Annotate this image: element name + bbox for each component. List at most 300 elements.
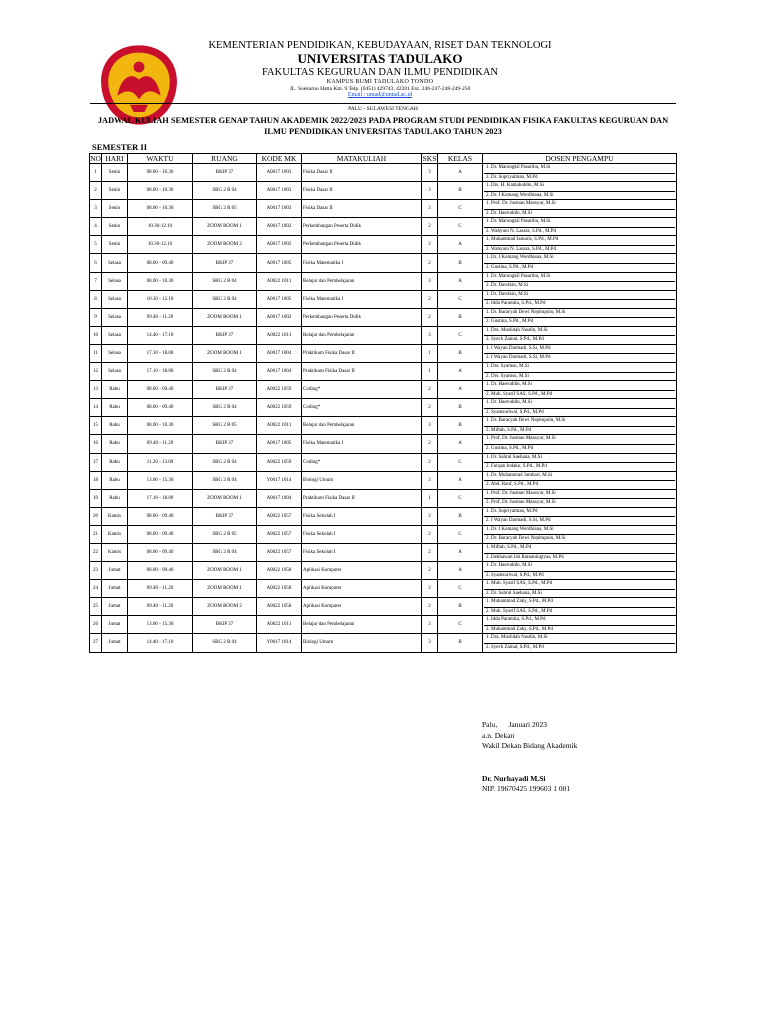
cell-matakuliah: Coding*: [302, 399, 422, 417]
cell-waktu: 08.00 - 09.40: [128, 254, 193, 272]
cell-ruang: SBG 2 R 04: [193, 363, 257, 381]
cell-dosen: [483, 598, 677, 616]
cell-kelas: A: [438, 471, 483, 489]
cell-matakuliah: Biologi Umum: [302, 471, 422, 489]
cell-waktu: 13.00 - 15.30: [128, 471, 193, 489]
cell-dosen: [483, 471, 677, 489]
lecturer-name: 2. Prof. Dr. Jusman Mansyur, M.Si: [484, 498, 675, 507]
cell-kode: A0017 1003: [257, 164, 302, 182]
cell-ruang: SBG 2 R 05: [193, 417, 257, 435]
cell-no: 9: [90, 308, 102, 326]
table-row: [90, 218, 677, 236]
cell-hari: Rabu: [102, 471, 128, 489]
cell-waktu: 10.30-12.10: [128, 236, 193, 254]
cell-hari: Rabu: [102, 453, 128, 471]
lecturer-name: 1. Dr. Muhammad Jamhari, M.Si: [486, 472, 553, 478]
cell-waktu: 08.00 - 09.40: [128, 543, 193, 561]
cell-no: 25: [90, 598, 102, 616]
cell-no: 2: [90, 182, 102, 200]
cell-ruang: SBG 2 R 04: [193, 399, 257, 417]
cell-no: 14: [90, 399, 102, 417]
cell-matakuliah: Fisika Matematika I: [302, 435, 422, 453]
lecturer-name: 1. Idda Paramita, S.Pd., M.Pd: [486, 617, 546, 623]
cell-hari: Kamis: [102, 543, 128, 561]
cell-matakuliah: Perkembangan Peserta Didik: [302, 218, 422, 236]
table-row: [90, 580, 677, 598]
cell-ruang: ZOOM ROOM 1: [193, 218, 257, 236]
cell-kode: A0022 1011: [257, 326, 302, 344]
lecturer-name: 1. Dr. Baracyah Dewi Nepitupulu, M.Si: [486, 309, 566, 315]
cell-kelas: C: [438, 453, 483, 471]
cell-dosen: [483, 290, 677, 308]
cell-no: 10: [90, 326, 102, 344]
lecturer-name: 1. Dr. Haeruddin, M.Si: [486, 563, 532, 569]
cell-hari: Jumat: [102, 580, 128, 598]
cell-dosen: [483, 308, 677, 326]
lecturer-name: 1. Dr. I Komang Werdhiana, M.Si: [486, 526, 554, 532]
cell-waktu: 09.40 - 11.20: [128, 598, 193, 616]
cell-kelas: A: [438, 272, 483, 290]
table-row: [90, 164, 677, 182]
cell-kode: A0022 1058: [257, 580, 302, 598]
table-row: [90, 543, 677, 561]
cell-ruang: ZOOM ROOM 1: [193, 562, 257, 580]
table-row: [90, 471, 677, 489]
cell-kelas: A: [438, 381, 483, 399]
cell-no: 4: [90, 218, 102, 236]
table-row: [90, 435, 677, 453]
cell-kode: Y0017 1014: [257, 634, 302, 652]
cell-no: 22: [90, 543, 102, 561]
cell-dosen: [483, 525, 677, 543]
cell-kode: A0022 1057: [257, 507, 302, 525]
table-row: [90, 507, 677, 525]
cell-kelas: C: [438, 200, 483, 218]
cell-waktu: 09.40 - 11.20: [128, 308, 193, 326]
cell-kode: A0022 1057: [257, 525, 302, 543]
cell-hari: Selasa: [102, 272, 128, 290]
cell-ruang: BKIP 37: [193, 326, 257, 344]
cell-matakuliah: Fisika Dasar II: [302, 182, 422, 200]
cell-dosen: [483, 580, 677, 598]
cell-hari: Selasa: [102, 344, 128, 362]
cell-kode: A0017 1004: [257, 363, 302, 381]
lecturer-name: 2. Dr. I Komang Werdhiana, M.Si: [484, 191, 675, 200]
table-row: [90, 363, 677, 381]
lecturer-name: 1. Dr. Haeruddin, M.Si: [486, 382, 532, 388]
cell-dosen: [483, 435, 677, 453]
cell-hari: Kamis: [102, 507, 128, 525]
lecturer-name: 2. Syech Zainal, S.Pd., M.Pd: [484, 643, 675, 652]
cell-kode: Y0017 1014: [257, 471, 302, 489]
lecturer-name: 1. Prof. Dr. Jusman Mansyur, M.Si: [486, 490, 556, 496]
cell-ruang: SBG 2 R 04: [193, 543, 257, 561]
cell-kode: A0017 1002: [257, 236, 302, 254]
cell-sks: 2: [422, 435, 438, 453]
cell-kelas: B: [438, 507, 483, 525]
cell-matakuliah: Aplikasi Komputer: [302, 562, 422, 580]
signer-position: Wakil Dekan Bidang Akademik: [482, 741, 578, 750]
cell-dosen: [483, 417, 677, 435]
address: JL. Soekarno Hatta Km. 9 Telp. (0451) 429743, 42201 Ext. 246-247-248-249-250: [289, 85, 471, 92]
cell-sks: 2: [422, 562, 438, 580]
cell-kelas: C: [438, 489, 483, 507]
cell-kode: A0022 1059: [257, 399, 302, 417]
lecturer-name: 2. I Wayan Darmadi, S.Si, M.Pd: [484, 353, 675, 362]
semester-label: SEMESTER II: [92, 142, 148, 152]
cell-waktu: 13.00 - 15.30: [128, 616, 193, 634]
faculty-name: FAKULTAS KEGURUAN DAN ILMU PENDIDIKAN: [262, 67, 498, 78]
cell-kelas: C: [438, 525, 483, 543]
cell-kode: A0022 1058: [257, 598, 302, 616]
email-link[interactable]: Email : untad@untad.ac.id: [347, 92, 413, 99]
lecturer-name: 2. Idda Paramita, S.Pd., M.Pd: [484, 299, 675, 308]
cell-sks: 3: [422, 326, 438, 344]
cell-dosen: [483, 507, 677, 525]
lecturer-name: 2. Furqan Indako, S.Pd., M.Pd: [484, 462, 675, 471]
cell-kelas: C: [438, 326, 483, 344]
table-row: [90, 417, 677, 435]
cell-waktu: 17.10 - 18.00: [128, 363, 193, 381]
lecturer-name: 2. Abd. Rauf, S.Pd., M.Pd: [484, 480, 675, 489]
table-row: [90, 489, 677, 507]
cell-sks: 3: [422, 616, 438, 634]
cell-kode: A0022 1059: [257, 453, 302, 471]
location: PALU - SULAWESI TENGAH: [348, 106, 418, 112]
lecturer-name: 1. Muhammad Zaky, S.Pd., M.Pd: [486, 599, 553, 605]
cell-matakuliah: Biologi Umum: [302, 634, 422, 652]
lecturer-name: 1. Prof. Dr. Jusman Mansyur, M.Si: [486, 201, 556, 207]
col-header-waktu: WAKTU: [128, 154, 193, 164]
lecturer-name: 1. Dr. I Komang Werdhiana, M.Si: [486, 255, 554, 261]
cell-matakuliah: Praktikum Fisika Dasar II: [302, 489, 422, 507]
cell-waktu: 08.00 - 10.30: [128, 272, 193, 290]
cell-kode: A0017 1002: [257, 308, 302, 326]
cell-ruang: BKIP 37: [193, 164, 257, 182]
col-header-dosen: DOSEN PENGAMPU: [483, 154, 677, 164]
cell-dosen: [483, 344, 677, 362]
cell-hari: Jumat: [102, 598, 128, 616]
cell-ruang: BKIP 37: [193, 435, 257, 453]
cell-sks: 3: [422, 182, 438, 200]
cell-sks: 2: [422, 598, 438, 616]
signer-name: Dr. Nurhayadi M.Si: [482, 773, 546, 783]
cell-matakuliah: Coding*: [302, 381, 422, 399]
cell-kode: A0017 1005: [257, 290, 302, 308]
table-row: [90, 344, 677, 362]
cell-ruang: ZOOM ROOM 2: [193, 236, 257, 254]
cell-no: 27: [90, 634, 102, 652]
cell-sks: 2: [422, 525, 438, 543]
cell-no: 19: [90, 489, 102, 507]
cell-sks: 2: [422, 308, 438, 326]
lecturer-name: 2. Wahyuni N. Lasara, S.Pd., M.Pd: [484, 245, 675, 254]
cell-kelas: A: [438, 543, 483, 561]
cell-hari: Senin: [102, 164, 128, 182]
table-row: [90, 254, 677, 272]
cell-kelas: A: [438, 236, 483, 254]
table-row: [90, 182, 677, 200]
cell-kelas: B: [438, 634, 483, 652]
cell-ruang: SBG 2 R 04: [193, 182, 257, 200]
table-header-row: [90, 154, 677, 164]
cell-ruang: ZOOM ROOM 1: [193, 580, 257, 598]
lecturer-name: 1. Dr. Marungkil Pasaribu, M.Si: [486, 165, 551, 170]
cell-matakuliah: Fisika Matematika I: [302, 254, 422, 272]
cell-no: 12: [90, 363, 102, 381]
cell-dosen: [483, 489, 677, 507]
cell-no: 8: [90, 290, 102, 308]
cell-no: 21: [90, 525, 102, 543]
cell-hari: Rabu: [102, 435, 128, 453]
cell-no: 3: [90, 200, 102, 218]
cell-kode: A0022 1011: [257, 616, 302, 634]
cell-no: 7: [90, 272, 102, 290]
lecturer-name: 1. Dr. Haeruddin, M.Si: [486, 400, 532, 406]
cell-dosen: [483, 616, 677, 634]
cell-matakuliah: Fisika Dasar II: [302, 200, 422, 218]
col-header-no: NO: [90, 154, 101, 163]
lecturer-name: 1. Dr. Baracyah Dewi Nepitupulu, M.Si: [486, 418, 566, 424]
table-row: [90, 308, 677, 326]
cell-sks: 3: [422, 272, 438, 290]
cell-matakuliah: Perkembangan Peserta Didik: [302, 308, 422, 326]
cell-waktu: 08.00 - 09.40: [128, 507, 193, 525]
lecturer-name: 2. Muhammad Zaky, S.Pd., M.Pd: [484, 625, 675, 634]
cell-dosen: [483, 200, 677, 218]
cell-no: 18: [90, 471, 102, 489]
cell-waktu: 08.00 - 10.30: [128, 200, 193, 218]
table-row: [90, 236, 677, 254]
lecturer-name: 2. Dr. Supriyatman, M.Pd: [484, 173, 675, 182]
cell-kode: A0022 1011: [257, 272, 302, 290]
lecturer-name: 2. Dekhawati Isti Ratnaningtyas, M.Pd: [484, 553, 675, 562]
cell-waktu: 08.00 - 10.30: [128, 417, 193, 435]
cell-waktu: 08.00 - 09.40: [128, 525, 193, 543]
cell-waktu: 09.40 - 11.20: [128, 580, 193, 598]
cell-waktu: 10.30 - 12.10: [128, 290, 193, 308]
cell-no: 6: [90, 254, 102, 272]
cell-matakuliah: Fisika Sekolah I: [302, 507, 422, 525]
cell-hari: Rabu: [102, 399, 128, 417]
lecturer-name: 2. Muh. Syarif SAS, S.Pd., M.Pd: [484, 607, 675, 616]
col-header-kelas: KELAS: [438, 154, 483, 164]
lecturer-name: 1. Muh. Syarif SAS, S.Pd., M.Pd: [486, 581, 553, 587]
cell-kelas: B: [438, 308, 483, 326]
cell-kelas: B: [438, 182, 483, 200]
cell-hari: Senin: [102, 200, 128, 218]
lecturer-name: 2. Dr. Darsikin, M.Si: [484, 281, 675, 290]
university-name: UNIVERSITAS TADULAKO: [297, 51, 463, 67]
lecturer-name: 2. Syech Zainal, S.Pd., M.Pd: [484, 335, 675, 344]
cell-dosen: [483, 381, 677, 399]
cell-dosen: [483, 399, 677, 417]
lecturer-name: 1. Prof. Dr. Jusman Mansyur, M.Si: [486, 436, 556, 442]
cell-no: 16: [90, 435, 102, 453]
header-divider: [90, 103, 676, 104]
col-header-ruang: RUANG: [193, 154, 257, 164]
lecturer-name: 1. Dr. Supriyatman, M.Pd: [486, 508, 538, 514]
cell-kelas: C: [438, 580, 483, 598]
cell-matakuliah: Fisika Sekolah I: [302, 525, 422, 543]
lecturer-name: 1. Dra. Muslidah Nasdin, M.Si: [486, 635, 548, 641]
lecturer-name: 2. Muh. Syarif SAS, S.Pd., M.Pd: [484, 390, 675, 399]
lecturer-name: 1. Dr. Marungkil Pasaribu, M.Si: [486, 273, 551, 279]
cell-kelas: C: [438, 616, 483, 634]
cell-kode: A0017 1005: [257, 254, 302, 272]
table-row: [90, 525, 677, 543]
lecturer-name: 2. Syamsuriwal, S.Pd., M.Pd: [484, 408, 675, 417]
table-row: [90, 326, 677, 344]
cell-sks: 3: [422, 634, 438, 652]
cell-kelas: B: [438, 344, 483, 362]
lecturer-name: 2. Wahyuni N. Lasara, S.Pd., M.Pd: [484, 227, 675, 236]
lecturer-name: 1. I Wayan Darmadi, S.Si, M.Pd: [486, 345, 551, 351]
cell-matakuliah: Praktikum Fisika Dasar II: [302, 344, 422, 362]
cell-waktu: 08.00 - 10.30: [128, 164, 193, 182]
cell-sks: 2: [422, 453, 438, 471]
cell-no: 1: [90, 164, 102, 182]
cell-kode: A0022 1058: [257, 562, 302, 580]
cell-sks: 2: [422, 254, 438, 272]
cell-matakuliah: Fisika Sekolah I: [302, 543, 422, 561]
on-behalf: a.n. Dekan: [482, 730, 515, 740]
cell-hari: Selasa: [102, 308, 128, 326]
cell-ruang: BKIP 37: [193, 381, 257, 399]
lecturer-name: 1. Miftah, S.Pd., M.Pd: [486, 544, 532, 550]
cell-sks: 3: [422, 164, 438, 182]
cell-kode: A0017 1002: [257, 218, 302, 236]
table-row: [90, 290, 677, 308]
cell-sks: 2: [422, 290, 438, 308]
col-header-hari: HARI: [102, 154, 128, 164]
cell-no: 20: [90, 507, 102, 525]
cell-no: 11: [90, 344, 102, 362]
lecturer-name: 1. Dra. Muslidah Nasdin, M.Si: [486, 327, 548, 333]
cell-kelas: B: [438, 417, 483, 435]
cell-waktu: 08.00 - 09.40: [128, 399, 193, 417]
cell-matakuliah: Perkembangan Peserta Didik: [302, 236, 422, 254]
cell-hari: Selasa: [102, 254, 128, 272]
cell-hari: Senin: [102, 236, 128, 254]
cell-ruang: ZOOM ROOM 1: [193, 344, 257, 362]
cell-waktu: 08.00 - 10.30: [128, 182, 193, 200]
campus-name: KAMPUS BUMI TADULAKO TONDO: [326, 79, 434, 86]
cell-waktu: 17.10 - 18.00: [128, 344, 193, 362]
cell-ruang: ZOOM ROOM 1: [193, 489, 257, 507]
cell-sks: 1: [422, 344, 438, 362]
cell-sks: 2: [422, 507, 438, 525]
cell-ruang: SBG 2 R 05: [193, 525, 257, 543]
cell-waktu: 09.40 - 11.20: [128, 435, 193, 453]
cell-matakuliah: Aplikasi Komputer: [302, 598, 422, 616]
cell-dosen: [483, 543, 677, 561]
cell-dosen: [483, 182, 677, 200]
cell-kode: A0017 1003: [257, 200, 302, 218]
cell-ruang: ZOOM ROOM 1: [193, 308, 257, 326]
document-title: JADWAL KULIAH SEMESTER GENAP TAHUN AKADEMIK 2022/2023 PADA PROGRAM STUDI PENDIDIKAN FISIKA FAKULTAS KEGURUAN DAN ILMU PENDIDIKAN UNIVERSITAS TADULAKO TAHUN 2023: [97, 116, 669, 136]
cell-waktu: 08.00 - 09.40: [128, 562, 193, 580]
lecturer-name: 1. Dr. Sahrul Saehana, M.Si: [486, 454, 542, 460]
cell-kelas: B: [438, 254, 483, 272]
cell-ruang: SBG 2 R 04: [193, 634, 257, 652]
lecturer-name: 2. Gustina, S.Pd., M.Pd: [484, 263, 675, 272]
cell-ruang: BKIP 37: [193, 254, 257, 272]
lecturer-name: 1. Drs. H. Kamaluddin, M.Si: [486, 183, 544, 189]
cell-hari: Selasa: [102, 363, 128, 381]
cell-no: 17: [90, 453, 102, 471]
cell-hari: Senin: [102, 182, 128, 200]
cell-no: 24: [90, 580, 102, 598]
cell-ruang: SBG 2 R 04: [193, 471, 257, 489]
table-row: [90, 399, 677, 417]
lecturer-name: 2. Miftah, S.Pd., M.Pd: [484, 426, 675, 435]
cell-dosen: [483, 218, 677, 236]
cell-ruang: SBG 2 R 05: [193, 200, 257, 218]
table-row: [90, 634, 677, 652]
cell-kelas: C: [438, 290, 483, 308]
cell-hari: Selasa: [102, 326, 128, 344]
cell-matakuliah: Belajar dan Pembelajaran: [302, 616, 422, 634]
cell-no: 13: [90, 381, 102, 399]
cell-waktu: 17.10 - 18.00: [128, 489, 193, 507]
table-row: [90, 616, 677, 634]
lecturer-name: 1. Dr. Marungkil Pasaribu, M.Si: [486, 219, 551, 225]
cell-hari: Jumat: [102, 634, 128, 652]
cell-kelas: A: [438, 562, 483, 580]
lecturer-name: 2. Syamsuriwal, S.Pd., M.Pd: [484, 571, 675, 580]
cell-kode: A0022 1059: [257, 381, 302, 399]
cell-no: 26: [90, 616, 102, 634]
cell-sks: 3: [422, 200, 438, 218]
cell-ruang: SBG 2 R 04: [193, 290, 257, 308]
cell-kode: A0017 1004: [257, 489, 302, 507]
cell-ruang: BKIP 37: [193, 507, 257, 525]
cell-dosen: [483, 254, 677, 272]
cell-kode: A0017 1003: [257, 182, 302, 200]
cell-kelas: A: [438, 164, 483, 182]
schedule-table: [89, 153, 677, 653]
lecturer-name: 1. Dr. Darsikin, M.Si: [486, 291, 529, 297]
cell-kode: A0017 1004: [257, 344, 302, 362]
cell-dosen: [483, 326, 677, 344]
signer-nip: NIP. 19670425 199603 1 001: [482, 784, 571, 793]
lecturer-name: 2. Dr. Sahrul Saehana, M.Si: [484, 589, 675, 598]
cell-sks: 2: [422, 236, 438, 254]
cell-waktu: 14.40 - 17.10: [128, 634, 193, 652]
cell-no: 15: [90, 417, 102, 435]
lecturer-name: 2. Gustina, S.Pd., M.Pd: [484, 317, 675, 326]
cell-hari: Kamis: [102, 525, 128, 543]
cell-hari: Jumat: [102, 616, 128, 634]
cell-dosen: [483, 363, 677, 381]
table-row: [90, 200, 677, 218]
cell-kelas: B: [438, 598, 483, 616]
ministry-name: KEMENTERIAN PENDIDIKAN, KEBUDAYAAN, RISET DAN TEKNOLOGI: [208, 40, 552, 51]
cell-ruang: SBG 2 R 04: [193, 453, 257, 471]
cell-matakuliah: Aplikasi Komputer: [302, 580, 422, 598]
cell-kode: A0022 1011: [257, 417, 302, 435]
table-row: [90, 598, 677, 616]
cell-ruang: ZOOM ROOM 2: [193, 598, 257, 616]
cell-dosen: [483, 236, 677, 254]
col-header-sks: SKS: [422, 154, 437, 163]
cell-kelas: A: [438, 363, 483, 381]
lecturer-name: 1. Drs. Syamsu, M.Si: [486, 364, 529, 370]
table-row: [90, 272, 677, 290]
cell-sks: 2: [422, 218, 438, 236]
cell-sks: 2: [422, 381, 438, 399]
